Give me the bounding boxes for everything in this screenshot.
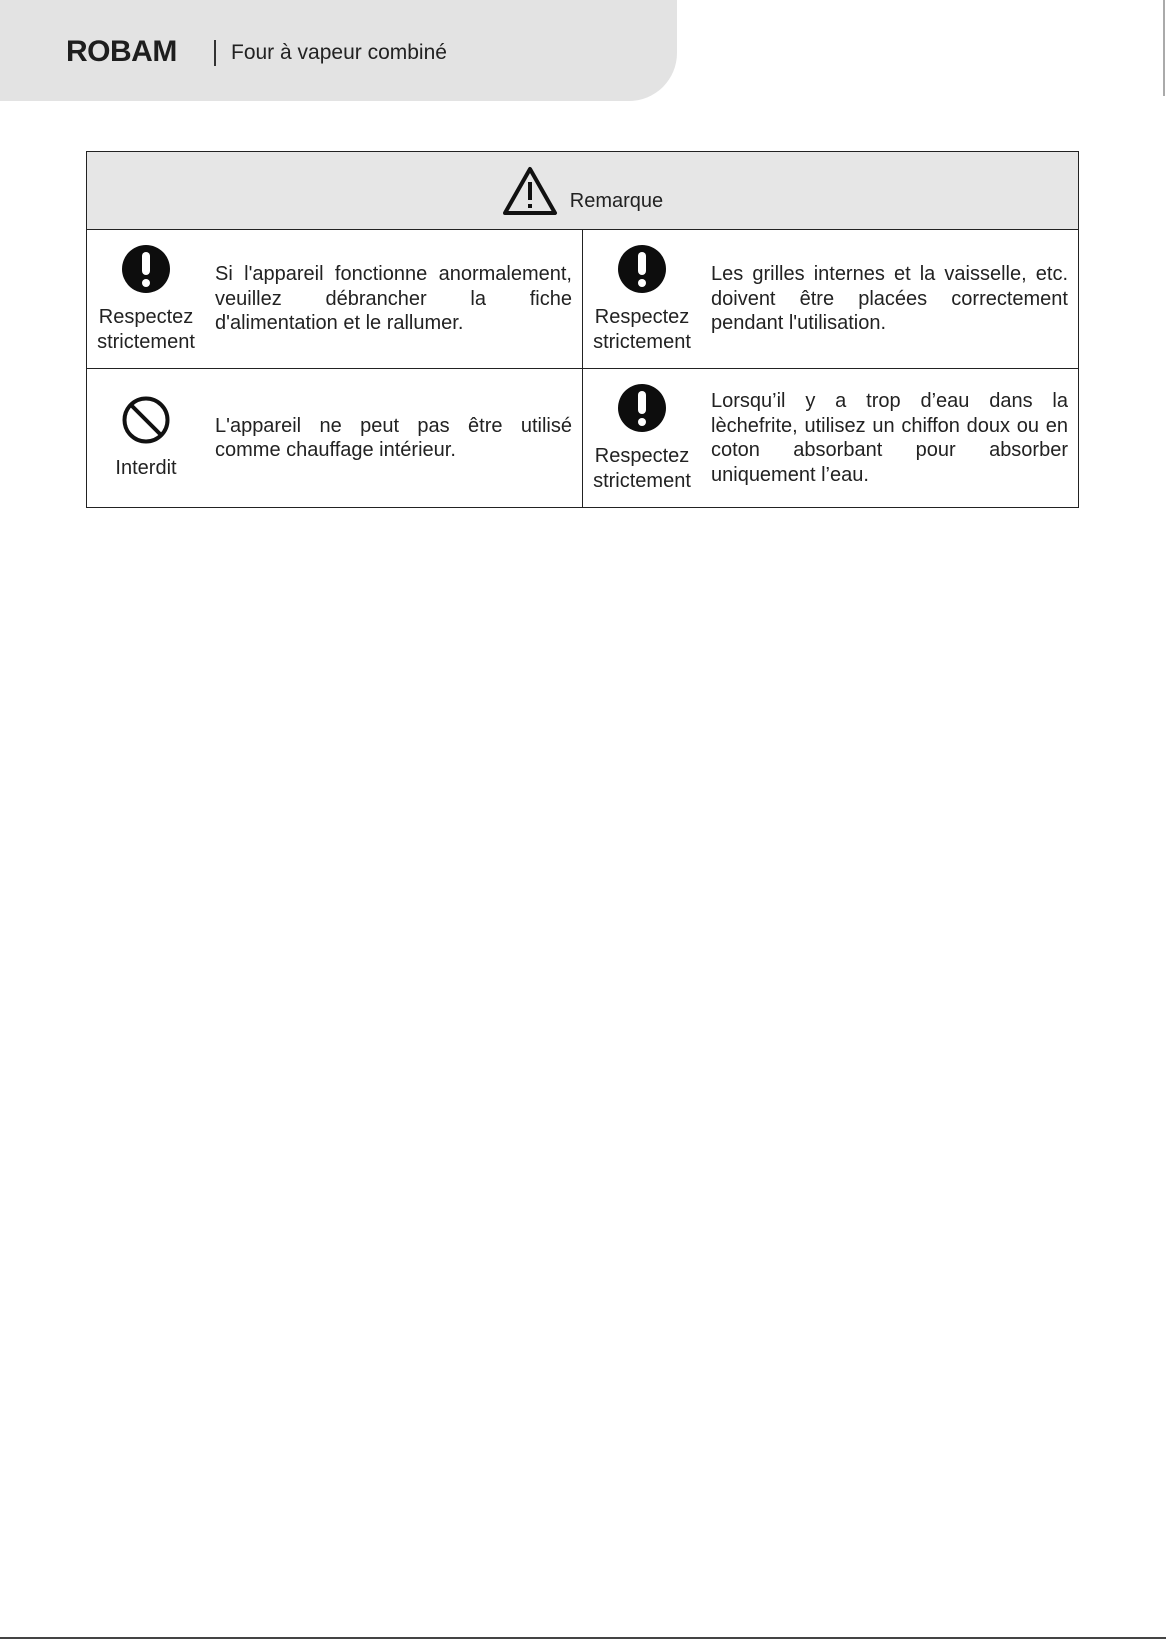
symbol-label: Respectez strictement xyxy=(97,305,195,353)
header-band xyxy=(0,0,677,101)
notice-cell xyxy=(583,369,1079,508)
notice-cell xyxy=(87,369,583,508)
notice-cell xyxy=(583,230,1079,369)
notice-cell xyxy=(87,230,583,369)
header-separator xyxy=(214,40,216,66)
prohibition-icon xyxy=(121,395,171,450)
notice-text: L'appareil ne peut pas être utilisé comme chauffage intérieur. xyxy=(215,414,572,461)
notice-text: Si l'appareil fonctionne anormalement, veuillez débrancher la fiche d'alimentation et le rallumer. xyxy=(215,263,572,335)
table-row xyxy=(87,230,1079,369)
brand-logo: ROBAM xyxy=(66,35,177,68)
exclamation-circle-icon xyxy=(617,244,667,299)
symbol-label: Respectez strictement xyxy=(593,305,691,353)
symbol-label: Interdit xyxy=(115,457,177,479)
warning-triangle-icon xyxy=(502,166,558,221)
exclamation-circle-icon xyxy=(121,244,171,299)
notice-header xyxy=(87,152,1079,230)
notice-table xyxy=(86,151,1079,508)
exclamation-circle-icon xyxy=(617,383,667,438)
symbol-label: Respectez strictement xyxy=(593,444,691,492)
notice-text: Les grilles internes et la vaisselle, etc. doivent être placées correctement pendant l'utilisation. xyxy=(711,263,1068,335)
document-subtitle: Four à vapeur combiné xyxy=(231,41,447,64)
notice-title: Remarque xyxy=(569,190,664,212)
page-edge-rule xyxy=(1163,0,1165,96)
table-row xyxy=(87,369,1079,508)
notice-text: Lorsqu’il y a trop d’eau dans la lèchefrite, utilisez un chiffon doux ou en coton absorbant pour absorber uniquement l’eau. xyxy=(711,390,1068,486)
